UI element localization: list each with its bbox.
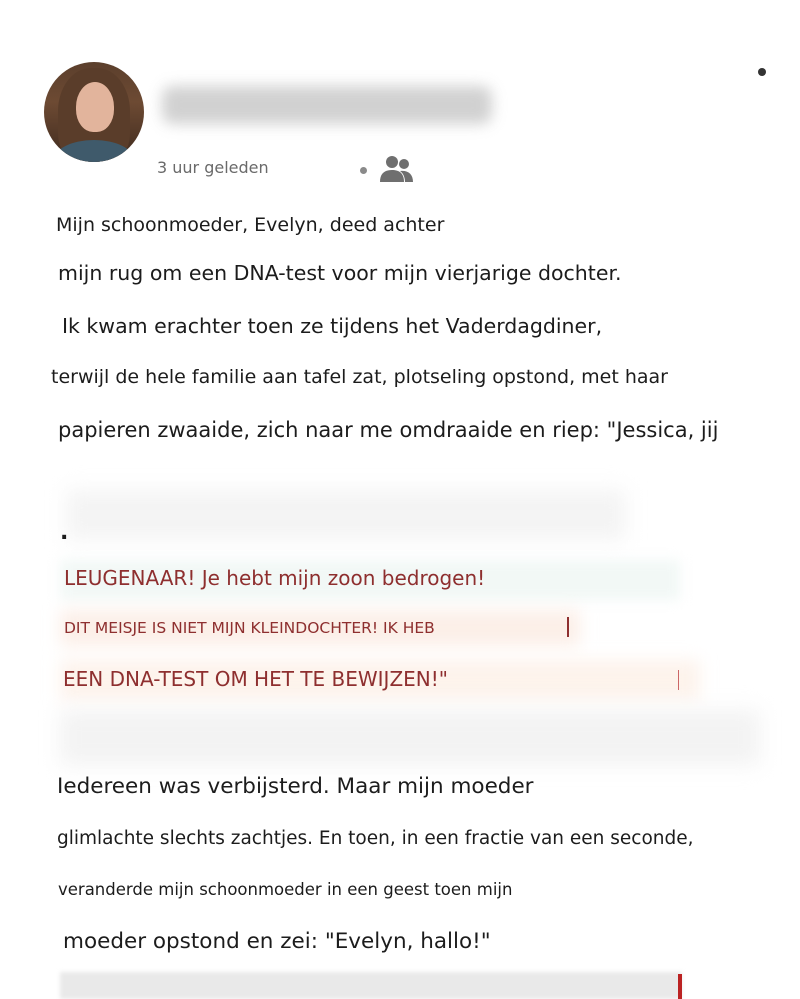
avatar[interactable]: [44, 62, 144, 162]
corner-dot: [758, 68, 766, 76]
closing-line-4: moeder opstond en zei: "Evelyn, hallo!": [63, 929, 491, 954]
body-line-3: Ik kwam erachter toen ze tijdens het Vaderdagdiner,: [62, 314, 603, 338]
closing-line-3: veranderde mijn schoonmoeder in een geest toen mijn: [58, 880, 513, 899]
quote-line-2: DIT MEISJE IS NIET MIJN KLEINDOCHTER! IK HEB: [64, 619, 435, 637]
faded-background: [60, 710, 760, 765]
body-line-1: Mijn schoonmoeder, Evelyn, deed achter: [56, 214, 445, 236]
cropped-content-strip: [60, 972, 682, 999]
body-line-5: papieren zwaaide, zich naar me omdraaide en riep: "Jessica, jij: [58, 418, 719, 442]
separator-dot: [360, 167, 367, 174]
quote-line-1: LEUGENAAR! Je hebt mijn zoon bedrogen!: [64, 566, 486, 590]
body-line-2: mijn rug om een DNA-test voor mijn vierjarige dochter.: [58, 261, 622, 285]
faded-background: [66, 490, 626, 540]
text-cursor: [678, 670, 679, 690]
closing-line-2: glimlachte slechts zachtjes. En toen, in een fractie van een seconde,: [57, 828, 694, 849]
quote-line-3: EEN DNA-TEST OM HET TE BEWIJZEN!": [63, 667, 448, 691]
text-cursor: [567, 617, 569, 637]
people-icon: [378, 154, 416, 184]
post-timestamp[interactable]: 3 uur geleden: [157, 158, 269, 177]
author-name-blurred[interactable]: [162, 86, 492, 124]
closing-line-1: Iedereen was verbijsterd. Maar mijn moeder: [57, 774, 534, 799]
red-marker: [678, 974, 682, 999]
ellipsis-mark: .: [60, 520, 69, 545]
body-line-4: terwijl de hele familie aan tafel zat, plotseling opstond, met haar: [51, 366, 668, 388]
